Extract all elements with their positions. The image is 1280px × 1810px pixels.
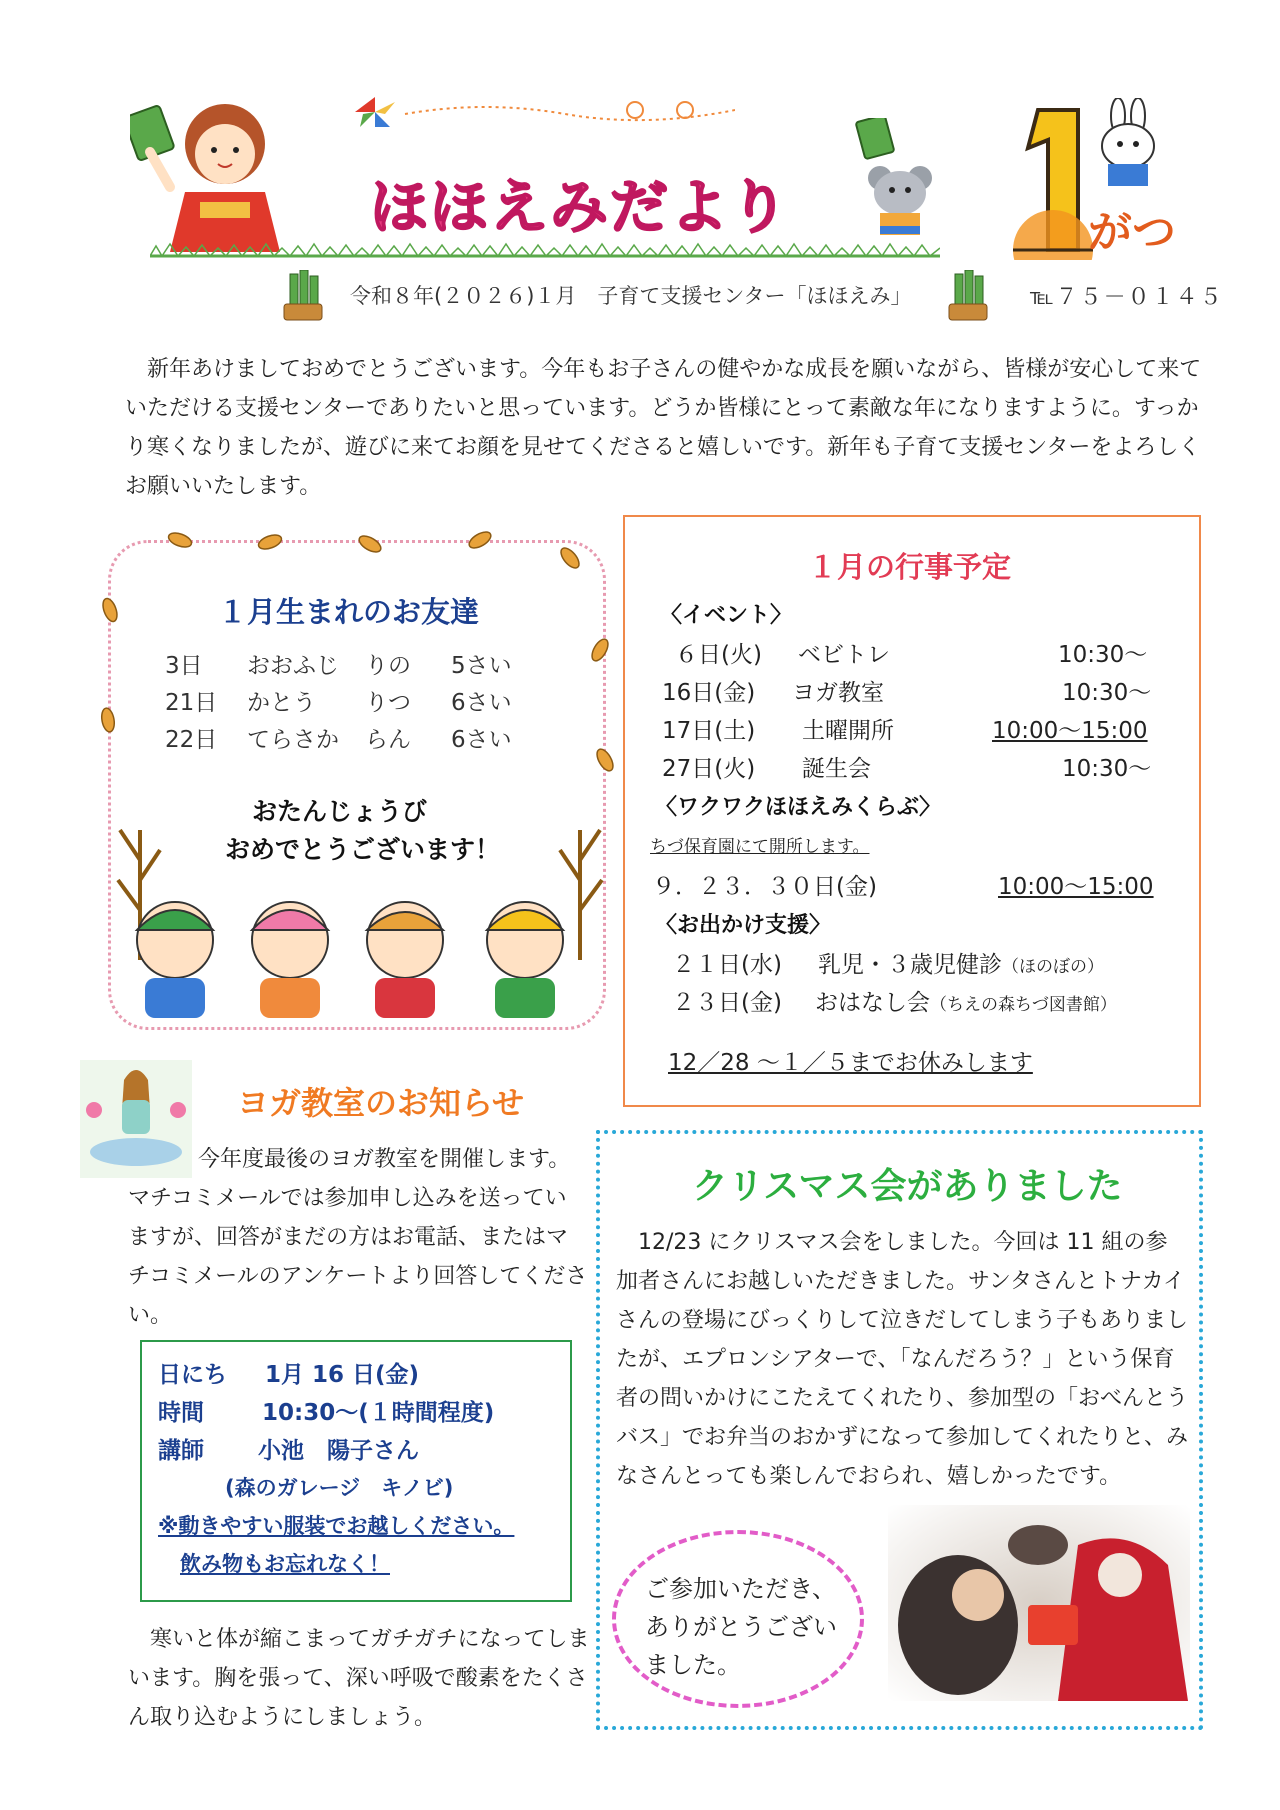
- yoga-time-label: 時間: [158, 1400, 204, 1426]
- month-suffix: がつ: [1088, 207, 1176, 258]
- events-heading: 〈イベント〉: [660, 603, 793, 628]
- birthday-name: りの: [365, 653, 411, 679]
- yoga-advice: 寒いと体が縮こまってガチガチになってしまいます。胸を張って、深い呼吸で酸素をたくさん取り込むようにしましょう。: [128, 1627, 590, 1730]
- birthday-day: 3日: [165, 653, 203, 679]
- birthday-surname: てらさか: [247, 727, 339, 753]
- schedule-title: １月の行事予定: [808, 550, 1012, 584]
- birthday-surname: おおふじ: [247, 653, 339, 679]
- event-name: 土曜開所: [802, 718, 894, 744]
- rabbit-illustration: [1090, 98, 1170, 188]
- yoga-time-value: 10:30～(１時間程度): [262, 1400, 495, 1426]
- pinwheel-decoration: [335, 92, 735, 132]
- christmas-title: クリスマス会がありました: [692, 1166, 1123, 1207]
- birthday-name: りつ: [365, 690, 411, 716]
- yoga-description: 今年度最後のヨガ教室を開催します。マチコミメールでは参加申し込みを送っていますが、回答がまだの方はお電話、またはマチコミメールのアンケートより回答してください。: [128, 1147, 588, 1328]
- holiday-notice: 12／28 ～１／５までお休みします: [668, 1050, 1033, 1076]
- yoga-teacher-value: 小池 陽子さん: [258, 1438, 419, 1464]
- christmas-party-photo: [888, 1505, 1190, 1701]
- birthday-message-line2: おめでとうございます！: [225, 835, 501, 864]
- list-item: [165, 685, 512, 722]
- yoga-note-drinks: 飲み物もお忘れなく！: [180, 1552, 390, 1576]
- list-item: [165, 722, 512, 759]
- yoga-title: ヨガ教室のお知らせ: [237, 1084, 525, 1122]
- event-date: 16日(金): [662, 680, 756, 706]
- birthday-name: らん: [365, 727, 411, 753]
- outing-heading: 〈お出かけ支援〉: [655, 913, 832, 938]
- yoga-date-label: 日にち: [158, 1362, 227, 1388]
- mouse-with-battledore-illustration: [850, 118, 950, 248]
- outing-place: （ちえの森ちづ図書館）: [930, 995, 1117, 1015]
- birthday-list: [165, 648, 512, 759]
- event-date: 27日(火): [662, 756, 756, 782]
- event-name: 誕生会: [802, 756, 871, 782]
- outing-date: ２１日(水): [672, 952, 782, 978]
- issue-line: 令和８年(２０２６)１月 子育て支援センター「ほほえみ」: [350, 284, 912, 308]
- outing-name: [815, 984, 1117, 1017]
- grass-border-decoration: [150, 240, 940, 258]
- birthday-title: １月生まれのお友達: [218, 595, 480, 629]
- yoga-note-clothing: ※動きやすい服装でお越しください。: [158, 1514, 515, 1538]
- girl-with-battledore-illustration: [130, 92, 300, 262]
- children-in-winter-clothes-illustration: [105, 880, 605, 1030]
- birthday-day: 22日: [165, 727, 218, 753]
- event-time: 10:30～: [1062, 756, 1152, 782]
- list-item: [165, 648, 512, 685]
- yoga-teacher-label: 講師: [158, 1438, 204, 1464]
- new-year-greeting: 新年あけましておめでとうございます。今年もお子さんの健やかな成長を願いながら、皆様が安心して来ていただける支援センターでありたいと思っています。どうか皆様にとって素敵な年になりますように。すっかり寒くなりましたが、遊びに来てお顔を見せてくださると嬉しいです。新年も子育て支援センターをよろしくお願いいたします。: [125, 357, 1202, 499]
- birthday-age: 6さい: [451, 690, 512, 716]
- event-name: ベビトレ: [798, 642, 890, 668]
- kadomatsu-icon: [280, 270, 326, 322]
- club-heading: 〈ワクワクほほえみくらぶ〉: [655, 795, 942, 820]
- newsletter-title: ほほえみだより: [370, 173, 791, 241]
- event-time: 10:30～: [1062, 680, 1152, 706]
- outing-title: おはなし会: [815, 990, 930, 1016]
- club-time: 10:00～15:00: [998, 874, 1154, 900]
- thanks-message: ご参加いただき、ありがとうございました。: [645, 1575, 837, 1679]
- birthday-age: 6さい: [451, 727, 512, 753]
- event-date: ６日(火): [675, 642, 762, 668]
- event-time: 10:00～15:00: [992, 718, 1148, 744]
- outing-name: [818, 946, 1104, 979]
- yoga-teacher-org: (森のガレージ キノビ): [225, 1476, 454, 1500]
- birthday-age: 5さい: [451, 653, 512, 679]
- event-time: 10:30～: [1058, 642, 1148, 668]
- event-date: 17日(土): [662, 718, 756, 744]
- event-name: ヨガ教室: [792, 680, 884, 706]
- club-date: ９．２３．３０日(金): [652, 874, 877, 900]
- telephone-number: ℡７５－０１４５: [1030, 285, 1224, 310]
- club-note: ちづ保育園にて開所します。: [650, 837, 870, 857]
- birthday-surname: かとう: [247, 690, 316, 716]
- outing-title: 乳児・３歳児健診: [818, 952, 1002, 978]
- kadomatsu-icon: [945, 270, 991, 322]
- outing-place: （ほのぼの）: [1002, 957, 1104, 977]
- outing-date: ２３日(金): [672, 990, 782, 1016]
- yoga-date-value: 1月 16 日(金): [265, 1362, 420, 1388]
- christmas-report: 12/23 にクリスマス会をしました。今回は 11 組の参加者さんにお越しいただきました。サンタさんとトナカイさんの登場にびっくりして泣きだしてしまう子もありましたが、エプロンシアターで、「なんだろう？」という保育者の問いかけにこたえてくれたり、参加型の「おべんとうバス」でお弁当のおかずになって参加してくれたりと、みなさんとっても楽しんでおられ、嬉しかったです。: [616, 1230, 1189, 1489]
- birthday-message-line1: おたんじょうび: [252, 797, 428, 826]
- birthday-day: 21日: [165, 690, 218, 716]
